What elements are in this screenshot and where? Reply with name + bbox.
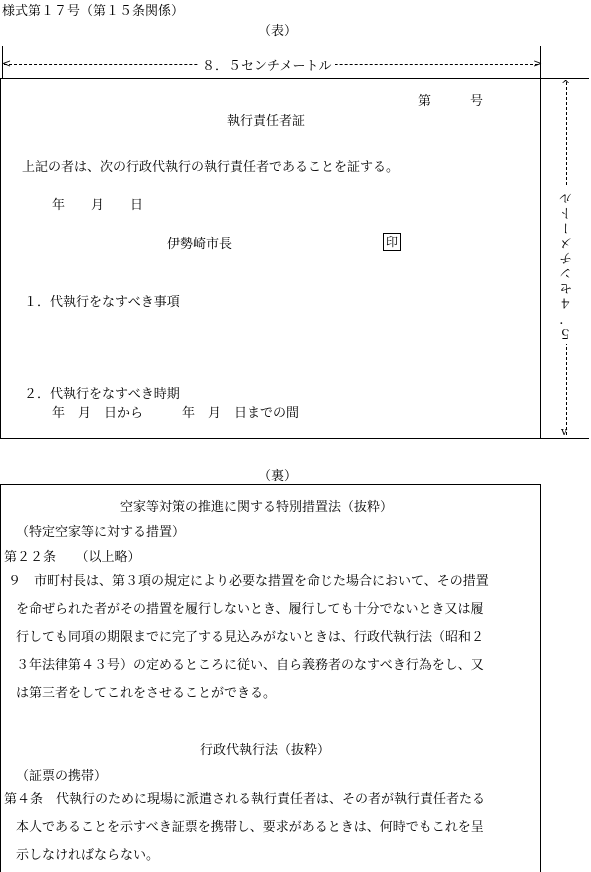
issuer-name: 伊勢崎市長 <box>167 237 233 252</box>
law1-paragraph-line: を命ぜられた者がその措置を履行しないとき、履行しても十分でないとき又は履 <box>16 602 484 617</box>
law2-title: 行政代執行法（抜粋） <box>200 743 331 758</box>
law1-paragraph-line: 行しても同項の期限までに完了する見込みがないときは、行政代執行法（昭和２ <box>16 630 485 645</box>
back-label: （裏） <box>258 469 298 484</box>
height-dimension-bottom-tick <box>541 438 589 439</box>
certificate-number-label: 第 号 <box>418 94 484 109</box>
law2-caption: （証票の携帯） <box>16 769 108 784</box>
arrow-left-icon: < <box>2 57 12 70</box>
front-label: （表） <box>258 24 298 39</box>
arrow-down-icon: v <box>561 425 568 438</box>
law1-caption: （特定空家等に対する措置） <box>16 525 186 540</box>
seal-mark: 印 <box>383 233 401 251</box>
execution-period: 年 月 日から 年 月 日までの間 <box>52 406 300 421</box>
arrow-right-icon: > <box>533 57 543 70</box>
width-dimension-label: ８．５センチメートル <box>198 55 335 74</box>
law1-paragraph-line: ９ 市町村長は、第３項の規定により必要な措置を命じた場合において、その措置 <box>8 574 489 589</box>
issue-date: 年 月 日 <box>52 198 144 213</box>
law2-paragraph-line: 示しなければならない。 <box>16 848 160 863</box>
law1-paragraph-line: ３年法律第４３号）の定めるところに従い、自ら義務者のなすべき行為をし、又 <box>16 658 484 673</box>
arrow-up-icon: ^ <box>561 78 571 91</box>
item-timing: ２．代執行をなすべき時期 <box>24 387 180 402</box>
item-matters: １．代執行をなすべき事項 <box>24 295 180 310</box>
law1-article: 第２２条 （以上略） <box>4 550 141 565</box>
law2-paragraph-line: 第４条 代執行のために現場に派遣される執行責任者は、その者が執行責任者たる <box>4 792 486 807</box>
form-number: 様式第１７号（第１５条関係） <box>2 4 185 19</box>
law1-paragraph-line: は第三者をしてこれをさせることができる。 <box>16 686 277 701</box>
certificate-title: 執行責任者証 <box>227 114 306 129</box>
certificate-statement: 上記の者は、次の行政代執行の執行責任者であることを証する。 <box>22 160 400 175</box>
law2-paragraph-line: 本人であることを示すべき証票を携帯し、要求があるときは、何時でもこれを呈 <box>16 820 484 835</box>
law1-title: 空家等対策の推進に関する特別措置法（抜粋） <box>120 500 394 515</box>
height-dimension-label: ５．４センチメートル <box>558 186 577 344</box>
